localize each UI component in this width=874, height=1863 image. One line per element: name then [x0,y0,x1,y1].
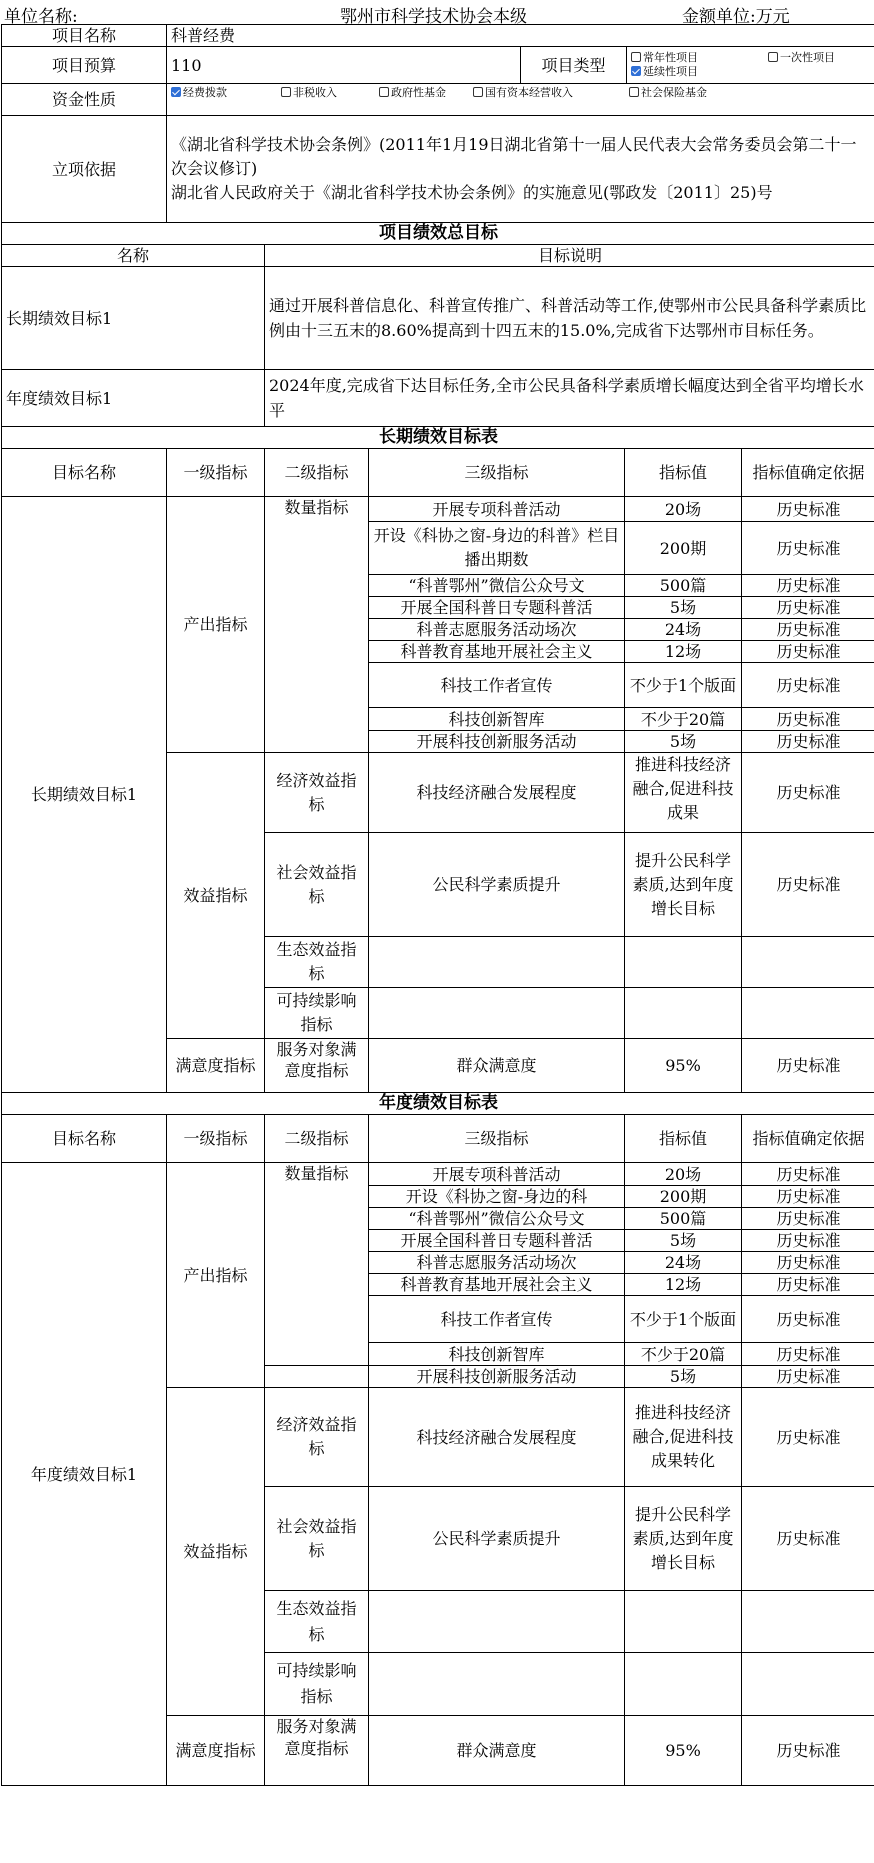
indicator-value [625,937,742,988]
indicator-name [369,1653,625,1716]
checkbox-icon [768,52,778,62]
indicator-basis: 历史标准 [742,708,874,731]
annual-benefit-label: 效益指标 [167,1388,265,1716]
indicator-basis: 历史标准 [742,575,874,597]
indicator-name [369,1591,625,1653]
indicator-name: 公民科学素质提升 [369,833,625,937]
indicator-level2: 可持续影响指标 [265,988,369,1039]
indicator-value: 5场 [625,1230,742,1252]
indicator-name: 科普教育基地开展社会主义 [369,641,625,663]
annual-header-level1: 一级指标 [167,1115,265,1163]
indicator-name: 开展全国科普日专题科普活 [369,1230,625,1252]
indicator-basis: 历史标准 [742,497,874,522]
annual-header-level3: 三级指标 [369,1115,625,1163]
indicator-basis: 历史标准 [742,1163,874,1186]
indicator-value [625,988,742,1039]
amount-unit: 金额单位:万元 [682,7,790,27]
annual-header-goal: 目标名称 [2,1115,167,1163]
checkbox-icon [631,52,641,62]
indicator-name: 开展专项科普活动 [369,1163,625,1186]
indicator-basis: 历史标准 [742,597,874,619]
basis-text [167,116,874,223]
indicator-value: 95% [625,1039,742,1093]
indicator-value: 5场 [625,597,742,619]
project-type-label: 项目类型 [521,47,627,84]
summary-long-name: 长期绩效目标1 [2,267,265,370]
long-benefit-label: 效益指标 [167,753,265,1039]
indicator-level2: 生态效益指标 [265,1591,369,1653]
type-option-onetime[interactable]: 一次性项目 [768,51,835,65]
indicator-value: 200期 [625,1186,742,1208]
indicator-name: 科技工作者宣传 [369,1296,625,1343]
indicator-value: 推进科技经济融合,促进科技成果 [625,753,742,833]
long-quantity-label: 数量指标 [265,497,369,753]
indicator-value: 5场 [625,1366,742,1388]
unit-value: 鄂州市科学技术协会本级 [340,7,527,27]
indicator-level2: 社会效益指标 [265,1487,369,1591]
long-goal-name: 长期绩效目标1 [2,497,167,1093]
indicator-name: 科普志愿服务活动场次 [369,1252,625,1274]
fund-option-state-capital[interactable]: 国有资本经营收入 [473,86,629,100]
indicator-level2: 服务对象满意度指标 [265,1039,369,1093]
indicator-basis: 历史标准 [742,1186,874,1208]
indicator-value: 提升公民科学素质,达到年度增长目标 [625,1487,742,1591]
indicator-level2-empty [265,1366,369,1388]
indicator-basis: 历史标准 [742,619,874,641]
long-output-label: 产出指标 [167,497,265,753]
checkbox-icon [379,87,389,97]
indicator-value: 20场 [625,1163,742,1186]
indicator-name: 科技经济融合发展程度 [369,753,625,833]
indicator-basis: 历史标准 [742,1252,874,1274]
indicator-name: 公民科学素质提升 [369,1487,625,1591]
project-name-label: 项目名称 [2,25,167,47]
indicator-basis: 历史标准 [742,1296,874,1343]
checkbox-icon [629,87,639,97]
indicator-name: 科普教育基地开展社会主义 [369,1274,625,1296]
annual-table-title: 年度绩效目标表 [2,1093,874,1115]
indicator-value [625,1653,742,1716]
annual-goal-table [1,1092,874,1786]
indicator-name: 群众满意度 [369,1039,625,1093]
indicator-value: 不少于1个版面 [625,663,742,708]
indicator-value: 不少于1个版面 [625,1296,742,1343]
checkbox-checked-icon [631,66,641,76]
indicator-basis: 历史标准 [742,1343,874,1366]
project-name-value: 科普经费 [167,25,874,47]
indicator-name [369,937,625,988]
indicator-level2: 社会效益指标 [265,833,369,937]
indicator-basis: 历史标准 [742,1366,874,1388]
indicator-name: 开设《科协之窗-身边的科普》栏目播出期数 [369,522,625,575]
type-option-continuing[interactable]: 延续性项目 [631,65,698,79]
indicator-basis: 历史标准 [742,1230,874,1252]
project-info-table [1,24,874,223]
long-header-value: 指标值 [625,449,742,497]
project-type-options [627,47,874,84]
fund-option-appropriation[interactable]: 经费拨款 [171,86,281,100]
indicator-basis: 历史标准 [742,731,874,753]
indicator-value [625,1591,742,1653]
long-table-title: 长期绩效目标表 [2,427,874,449]
annual-goal-name: 年度绩效目标1 [2,1163,167,1786]
indicator-value: 20场 [625,497,742,522]
indicator-value: 推进科技经济融合,促进科技成果转化 [625,1388,742,1487]
basis-line-2: 湖北省人民政府关于《湖北省科学技术协会条例》的实施意见(鄂政发〔2011〕25)号 [171,183,773,202]
indicator-value: 24场 [625,1252,742,1274]
indicator-basis [742,1653,874,1716]
indicator-basis [742,937,874,988]
fund-option-nontax[interactable]: 非税收入 [281,86,379,100]
annual-header-value: 指标值 [625,1115,742,1163]
summary-goal-table [1,222,874,427]
budget-label: 项目预算 [2,47,167,84]
indicator-value: 200期 [625,522,742,575]
indicator-name: 开展科技创新服务活动 [369,1366,625,1388]
basis-line-1: 《湖北省科学技术协会条例》(2011年1月19日湖北省第十一届人民代表大会常务委员会第二十一次会议修订) [171,135,857,178]
indicator-basis: 历史标准 [742,1388,874,1487]
summary-annual-desc: 2024年度,完成省下达目标任务,全市公民具备科学素质增长幅度达到全省平均增长水平 [265,370,874,427]
basis-label: 立项依据 [2,116,167,223]
indicator-name: 科技创新智库 [369,708,625,731]
indicator-name: 科普志愿服务活动场次 [369,619,625,641]
indicator-basis [742,1591,874,1653]
indicator-basis: 历史标准 [742,1208,874,1230]
indicator-basis: 历史标准 [742,753,874,833]
indicator-value: 24场 [625,619,742,641]
indicator-name [369,988,625,1039]
long-header-level1: 一级指标 [167,449,265,497]
indicator-name: 科技工作者宣传 [369,663,625,708]
indicator-name: 科技创新智库 [369,1343,625,1366]
indicator-value: 不少于20篇 [625,1343,742,1366]
indicator-value: 95% [625,1716,742,1786]
fund-nature-label: 资金性质 [2,84,167,116]
indicator-value: 提升公民科学素质,达到年度增长目标 [625,833,742,937]
checkbox-icon [473,87,483,97]
indicator-level2: 服务对象满意度指标 [265,1716,369,1786]
indicator-name: 开展专项科普活动 [369,497,625,522]
summary-long-desc: 通过开展科普信息化、科普宣传推广、科普活动等工作,使鄂州市公民具备科学素质比例由十三五末的8.60%提高到十四五末的15.0%,完成省下达鄂州市目标任务。 [265,267,874,370]
indicator-name: 开展全国科普日专题科普活 [369,597,625,619]
fund-option-social-insurance[interactable]: 社会保险基金 [629,86,707,100]
indicator-value: 5场 [625,731,742,753]
indicator-value: 不少于20篇 [625,708,742,731]
long-header-level2: 二级指标 [265,449,369,497]
indicator-level2: 经济效益指标 [265,753,369,833]
fund-option-gov-fund[interactable]: 政府性基金 [379,86,473,100]
indicator-basis: 历史标准 [742,522,874,575]
table-row [2,497,874,522]
form-header [0,0,874,27]
type-option-annual[interactable]: 常年性项目 [631,51,698,65]
indicator-level2: 可持续影响指标 [265,1653,369,1716]
annual-output-label: 产出指标 [167,1163,265,1388]
long-header-basis: 指标值确定依据 [742,449,874,497]
indicator-name: 群众满意度 [369,1716,625,1786]
indicator-name: 科技经济融合发展程度 [369,1388,625,1487]
annual-satisfaction-label: 满意度指标 [167,1716,265,1786]
indicator-name: 开设《科协之窗-身边的科 [369,1186,625,1208]
indicator-value: 12场 [625,1274,742,1296]
indicator-basis: 历史标准 [742,1274,874,1296]
long-header-level3: 三级指标 [369,449,625,497]
long-header-goal: 目标名称 [2,449,167,497]
summary-annual-name: 年度绩效目标1 [2,370,265,427]
annual-quantity-label: 数量指标 [265,1163,369,1366]
indicator-level2: 生态效益指标 [265,937,369,988]
indicator-name: “科普鄂州”微信公众号文 [369,575,625,597]
summary-title: 项目绩效总目标 [2,223,874,245]
indicator-value: 12场 [625,641,742,663]
indicator-level2: 经济效益指标 [265,1388,369,1487]
summary-col-name: 名称 [2,245,265,267]
indicator-value: 500篇 [625,1208,742,1230]
indicator-basis: 历史标准 [742,641,874,663]
indicator-basis: 历史标准 [742,833,874,937]
table-row [2,1163,874,1186]
checkbox-icon [281,87,291,97]
indicator-basis: 历史标准 [742,663,874,708]
budget-value: 110 [167,47,521,84]
unit-label: 单位名称: [4,7,78,27]
fund-nature-options [167,84,874,116]
long-term-goal-table [1,426,874,1093]
indicator-name: “科普鄂州”微信公众号文 [369,1208,625,1230]
indicator-value: 500篇 [625,575,742,597]
indicator-basis: 历史标准 [742,1487,874,1591]
annual-header-level2: 二级指标 [265,1115,369,1163]
indicator-name: 开展科技创新服务活动 [369,731,625,753]
checkbox-checked-icon [171,87,181,97]
summary-col-desc: 目标说明 [265,245,874,267]
indicator-basis [742,988,874,1039]
indicator-basis: 历史标准 [742,1039,874,1093]
long-satisfaction-label: 满意度指标 [167,1039,265,1093]
indicator-basis: 历史标准 [742,1716,874,1786]
annual-header-basis: 指标值确定依据 [742,1115,874,1163]
